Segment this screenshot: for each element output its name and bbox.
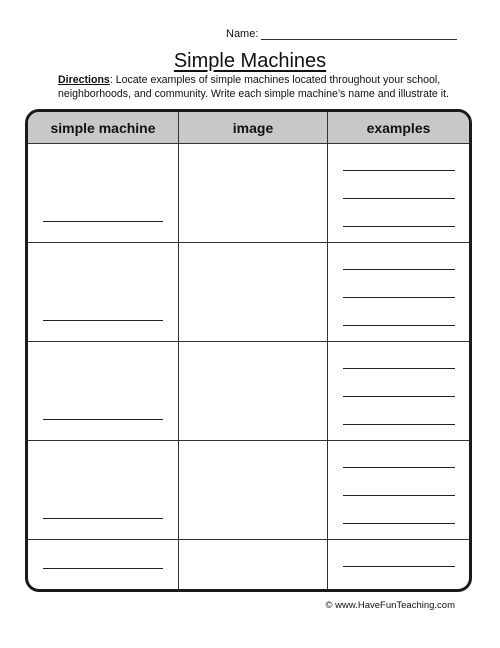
machine-name-blank[interactable] <box>43 568 163 569</box>
example-lines <box>343 170 455 254</box>
machine-name-blank[interactable] <box>43 320 163 321</box>
simple-machine-cell <box>28 441 179 540</box>
directions <box>58 74 478 101</box>
examples-cell <box>328 243 470 342</box>
copyright-footer: © www.HaveFunTeaching.com <box>325 600 455 611</box>
example-blank-line[interactable] <box>343 170 455 171</box>
image-cell[interactable] <box>179 144 328 243</box>
worksheet-table-frame <box>25 109 472 592</box>
example-blank-line[interactable] <box>343 198 455 199</box>
simple-machine-cell <box>28 540 179 590</box>
simple-machine-cell <box>28 342 179 441</box>
header-simple-machine: simple machine <box>28 112 179 144</box>
example-blank-line[interactable] <box>343 297 455 298</box>
examples-cell <box>328 144 470 243</box>
image-cell[interactable] <box>179 243 328 342</box>
table-row <box>28 243 469 342</box>
machine-name-blank[interactable] <box>43 518 163 519</box>
example-blank-line[interactable] <box>343 424 455 425</box>
example-blank-line[interactable] <box>343 226 455 227</box>
examples-cell <box>328 441 470 540</box>
example-blank-line[interactable] <box>343 325 455 326</box>
table-row <box>28 144 469 243</box>
worksheet-title: Simple Machines <box>173 50 327 72</box>
example-blank-line[interactable] <box>343 396 455 397</box>
table-row <box>28 342 469 441</box>
example-blank-line[interactable] <box>343 368 455 369</box>
example-blank-line[interactable] <box>343 269 455 270</box>
simple-machine-cell <box>28 243 179 342</box>
machine-name-blank[interactable] <box>43 419 163 420</box>
example-blank-line[interactable] <box>343 467 455 468</box>
example-blank-line[interactable] <box>343 495 455 496</box>
example-lines <box>343 368 455 452</box>
example-lines <box>343 467 455 551</box>
simple-machine-cell <box>28 144 179 243</box>
table-row <box>28 540 469 590</box>
example-blank-line[interactable] <box>343 566 455 567</box>
image-cell[interactable] <box>179 540 328 590</box>
name-blank-line[interactable] <box>261 28 457 40</box>
name-label: Name: <box>226 28 259 40</box>
worksheet-table <box>28 112 469 589</box>
example-blank-line[interactable] <box>343 523 455 524</box>
table-row <box>28 441 469 540</box>
image-cell[interactable] <box>179 441 328 540</box>
header-examples: examples <box>328 112 470 144</box>
header-image: image <box>179 112 328 144</box>
example-lines <box>343 269 455 353</box>
name-field <box>226 28 457 40</box>
table-header-row <box>28 112 469 144</box>
machine-name-blank[interactable] <box>43 221 163 222</box>
directions-text: : Locate examples of simple machines located throughout your school, neighborhoods, and community. Write each simple machine’s name and illustrate it. <box>58 74 449 100</box>
example-lines <box>343 566 455 592</box>
examples-cell <box>328 540 470 590</box>
directions-label: Directions <box>58 74 110 86</box>
examples-cell <box>328 342 470 441</box>
image-cell[interactable] <box>179 342 328 441</box>
